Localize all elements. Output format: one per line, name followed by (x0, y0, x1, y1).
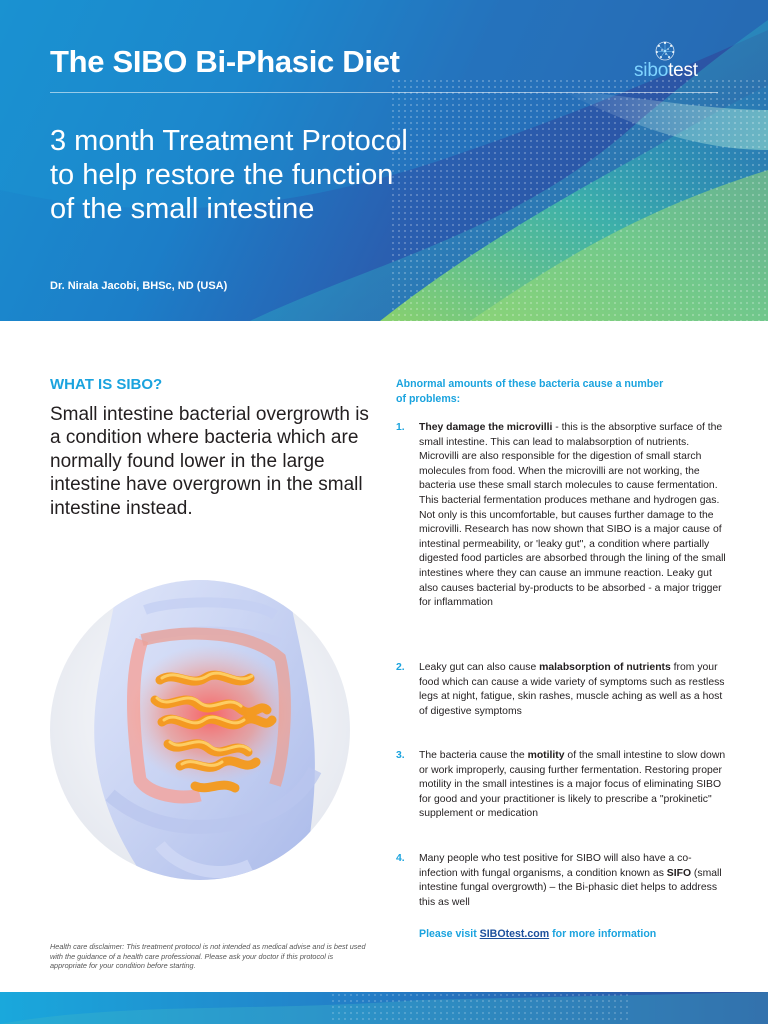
sibo-definition: Small intestine bacterial overgrowth is a condition where bacteria which are normally found lower in the large intestine have overgrown in the small intestine instead. (50, 404, 369, 519)
small-intestine-illustration (50, 580, 350, 880)
problems-list (396, 421, 726, 910)
hero-banner (0, 0, 768, 321)
item-emphasis: motility (527, 750, 565, 761)
sibotest-logo (634, 40, 724, 82)
author-credit: Dr. Nirala Jacobi, BHSc, ND (USA) (50, 280, 228, 292)
logo-wordmark: sibotest (634, 60, 698, 81)
footer-band (0, 992, 768, 1024)
subtitle-line: to help restore the function (50, 159, 394, 191)
item-emphasis: malabsorption of nutrients (539, 662, 671, 673)
subtitle-line: 3 month Treatment Protocol (50, 125, 408, 157)
footer-graphic (0, 992, 768, 1024)
section-heading-what-is-sibo: WHAT IS SIBO? (50, 376, 163, 393)
visit-website-line: Please visit SIBOtest.com for more information (419, 928, 657, 940)
list-item: 4. Many people who test positive for SIBO will also have a co-infection with fungal organisms, a condition known as SIFO (small intestine fungal overgrowth) – the Bi-phasic diet helps to address this as well (396, 853, 722, 908)
network-sphere-icon (652, 40, 678, 62)
list-item: 1. They damage the microvilli - this is the absorptive surface of the small intestine. This can lead to malabsorption of nutrients. Microvilli are also responsible for the digestion of small starch molecules from food. When the microvilli are not working, the bacteria use these small starch molecules to cause fermentation. This bacterial fermentation produces methane and hydrogen gas. Not only is this uncomfortable, but causes further damage to the microvilli. Research has now shown that SIBO is a major cause of intestinal permeability, or 'leaky gut", a condition where partially digested food particles are absorbed through the lining of the small intestines where they can cause an immune reaction. Leaky gut also causes bacterial by-products to be absorbed - a major trigger for inflammation (396, 422, 726, 609)
document-subtitle (50, 124, 490, 226)
intro-line: of problems: (396, 392, 461, 405)
sibotest-link[interactable]: SIBOtest.com (479, 928, 550, 940)
problems-intro (396, 377, 716, 406)
list-item: 2. Leaky gut can also cause malabsorption of nutrients from your food which can cause a wide variety of symptoms such as restless legs at night, fatigue, skin rashes, muscle aching as well as a host of digestive symptoms (396, 662, 725, 717)
health-care-disclaimer: Health care disclaimer: This treatment protocol is not intended as medical advise and is best used with the guidance of a health care professional. Please ask your doctor if this protocol is appropriate for your condition before starting. (50, 942, 366, 971)
item-number: 2. (396, 662, 405, 673)
subtitle-line: of the small intestine (50, 193, 315, 225)
document-title: The SIBO Bi-Phasic Diet (50, 44, 400, 79)
list-item: 3. The bacteria cause the motility of the small intestine to slow down or work improperly, causing further fermentation. Restoring proper motility in the small intestines is a major focus of eliminating SIBO for good and your practitioner is likely to prescribe a "prokinetic" supplement or medication (396, 750, 726, 820)
item-number: 1. (396, 422, 405, 433)
item-number: 3. (396, 750, 405, 761)
item-emphasis: They damage the microvilli (419, 422, 553, 433)
item-number: 4. (396, 853, 405, 864)
intro-line: Abnormal amounts of these bacteria cause a number (396, 378, 664, 390)
title-divider (50, 92, 718, 93)
item-emphasis: SIFO (666, 867, 692, 879)
